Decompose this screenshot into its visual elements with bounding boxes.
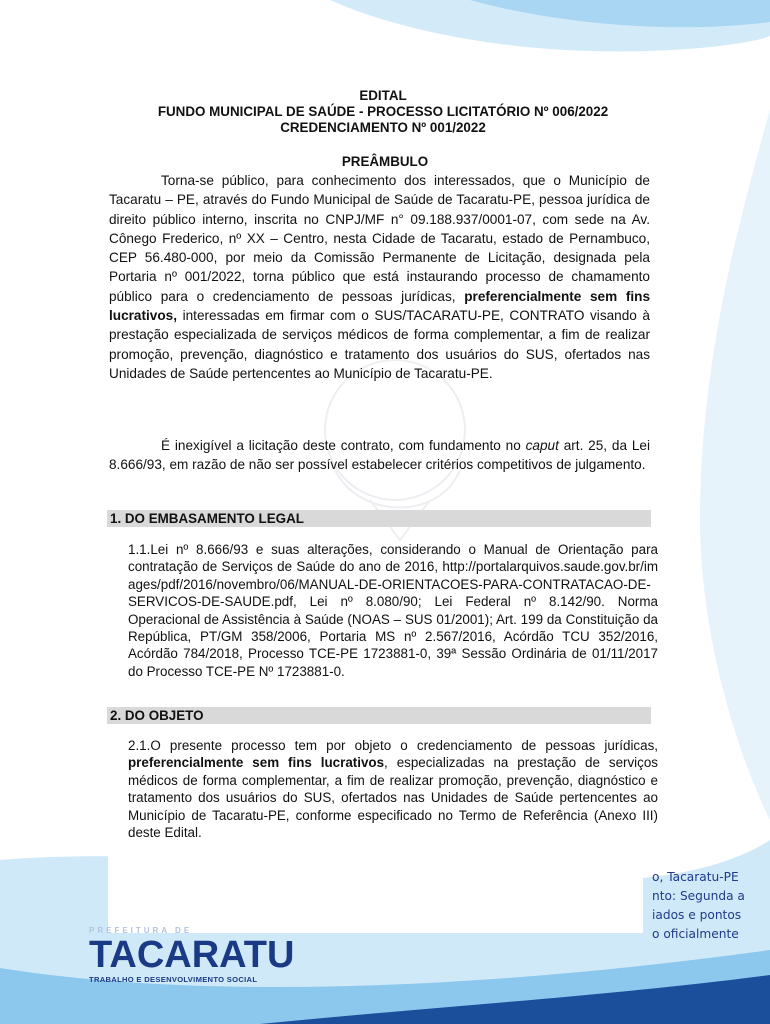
item-1-1-text: Lei nº 8.666/93 e suas alterações, considerando o Manual de Orientação para contratação de Serviços de Saúde do ano de 2016, [128,542,658,575]
item-2-1-text-end: , especializadas na prestação de serviços médicos de forma complementar, a fim de realizar promoção, prevenção, diagnóstico e tratamento dos usuários do SUS, ofertados nas Unidades de Saúde pertencentes ao Município de Tacaratu-PE, conforme especificado no Termo de Referência (Anexo III) deste Edital. [128,755,658,841]
item-1-1-laws: Lei nº 8.080/90; Lei Federal nº 8.142/90. Norma Operacional de Assistência à Saúde (NOAS – SUS 01/2001); Art. 199 da Constituição da República, PT/GM 358/2006, Portaria MS nº 2.567/2016, Acórdão TCU 352/2016, Acórdão 784/2018, Processo TCE-PE 1723881-0, 39ª Sessão Ordinária de 01/11/2017 do Processo TCE-PE Nº 1723881-0. [128,594,658,679]
footer-line-4: o oficialmente [652,927,739,941]
preamble-paragraph-1 [109,171,650,383]
footer-redaction-box [108,853,643,933]
p1-text-end: interessadas em firmar com o SUS/TACARATU-PE, CONTRATO visando à prestação especializada de serviços médicos de forma complementar, a fim de realizar promoção, prevenção, diagnóstico e tratamento dos usuários do SUS, ofertados nas Unidades de Saúde pertencentes ao Município de Tacaratu-PE. [109,308,650,381]
credenciamento-title: CREDENCIAMENTO Nº 001/2022 [280,120,486,135]
section-2-title: 2. DO OBJETO [110,708,204,723]
footer-line-3: iados e pontos [652,908,742,922]
section-1-title: 1. DO EMBASAMENTO LEGAL [110,511,304,526]
footer-address-text [652,868,770,944]
preamble-paragraph-2 [109,436,650,475]
item-2-1-bold-text: preferencialmente sem fins lucrativos [128,755,385,771]
preamble-heading: PREÂMBULO [341,154,429,169]
item-1-1-number: 1.1. [128,542,151,557]
document-header [0,88,770,136]
item-2-1-number: 2.1. [128,738,151,753]
logo-top-text: PREFEITURA DE [89,926,193,935]
section-1-item [128,541,658,680]
p1-text-start: Torna-se público, para conhecimento dos interessados, que o Município de Tacaratu – PE, através do Fundo Municipal de Saúde de Tacaratu-PE, pessoa jurídica de direito público interno, inscrita no CNPJ/MF n° 09.188.937/0001-07, com sede na Av. Cônego Frederico, nº XX – Centro, nesta Cidade de Tacaratu, estado de Pernambuco, CEP 56.480-000, por meio da Comissão Permanente de Licitação, designada pela Portaria nº 001/2022, torna público que está instaurando processo de chamamento público para o credenciamento de pessoas jurídicas, [109,173,650,304]
p1-bold-text: preferencialmente sem fins lucrativos, [109,288,650,324]
edital-title: EDITAL [359,88,407,103]
process-title: FUNDO MUNICIPAL DE SAÚDE - PROCESSO LICITATÓRIO Nº 006/2022 [157,104,609,119]
item-2-1-text-start: O presente processo tem por objeto o credenciamento de pessoas jurídicas, [150,738,658,753]
section-heading-embasamento [107,510,651,527]
manual-url-link[interactable]: http://portalarquivos.saude.gov.br/images/pdf/2016/novembro/06/MANUAL-DE-ORIENTACOES-PARA-CONTRATACAO-DE-SERVICOS-DE-SAUDE.pdf, [128,559,658,610]
section-2-item [128,737,658,841]
logo-subtitle: TRABALHO E DESENVOLVIMENTO SOCIAL [89,975,258,984]
footer-line-2: nto: Segunda a [652,889,745,903]
prefeitura-logo [89,926,295,984]
p2-text-end: art. 25, da Lei 8.666/93, em razão de não ser possível estabelecer critérios competitivos de julgamento. [109,438,650,473]
section-heading-objeto [107,707,651,724]
logo-name: TACARATU [89,934,295,976]
footer-line-1: o, Tacaratu-PE [652,870,739,884]
p2-italic-text: caput [525,438,559,453]
p2-text-start: É inexigível a licitação deste contrato, com fundamento no [161,438,521,453]
